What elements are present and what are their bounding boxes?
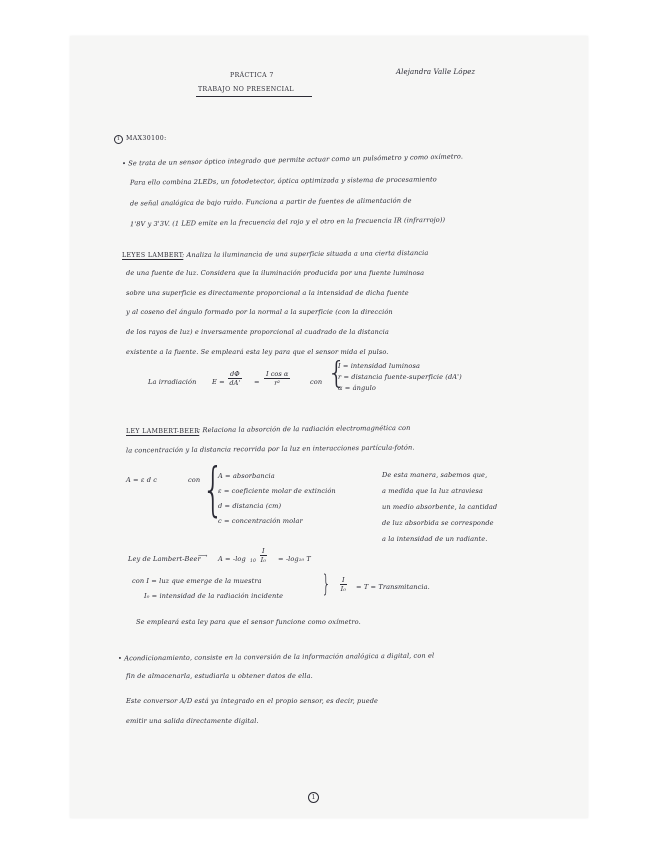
beer-def-1: A = absorbancia bbox=[218, 472, 275, 480]
irradiance-def-2: r = distancia fuente-superficie (dA') bbox=[338, 373, 462, 381]
lambert-line-3: sobre una superficie es directamente proporcional a la intensidad de dicha fuente bbox=[126, 289, 409, 297]
beer-con-i0: I₀ = intensidad de la radiación incidente bbox=[144, 592, 284, 600]
irradiance-label: La irradiación bbox=[148, 378, 197, 386]
transmittance-numerator: I bbox=[342, 576, 345, 584]
beer-side-5: a la intensidad de un radiante. bbox=[382, 535, 488, 543]
transmittance-text: = T = Transmitancia. bbox=[356, 583, 430, 591]
irradiance-brace-icon: { bbox=[327, 356, 347, 391]
beer-fraction-denominator: I₀ bbox=[260, 556, 266, 564]
beer-closing: Se empleará esta ley para que el sensor funcione como oxímetro. bbox=[136, 618, 361, 626]
beer-side-3: un medio absorbente, la cantidad bbox=[382, 503, 498, 511]
acond-line-2: fin de almacenarla, estudiarla u obtener datos de ella. bbox=[126, 672, 313, 680]
irradiance-con: con bbox=[310, 378, 323, 386]
transmittance-denominator: I₀ bbox=[340, 585, 346, 593]
beer-def-2: ε = coeficiente molar de extinción bbox=[218, 487, 336, 495]
page-number: 1 bbox=[308, 792, 319, 803]
author-name: Alejandra Valle López bbox=[396, 68, 476, 76]
sensor-line-3: de señal analógica de bajo ruido. Funciona a partir de fuentes de alimentación de bbox=[129, 196, 412, 208]
sensor-line-4: 1'8V y 3'3V. (1 LED emite en la frecuencia del rojo y el otro en la frecuencia IR (infrarrojo)) bbox=[129, 215, 446, 229]
subtitle-underline bbox=[196, 96, 312, 97]
irradiance-fraction-2 bbox=[264, 370, 290, 387]
beer-side-4: de luz absorbida se corresponde bbox=[382, 519, 494, 527]
lambert-line-2: de una fuente de luz. Considera que la iluminación producida por una fuente luminosa bbox=[126, 269, 425, 277]
fraction-2-denominator: r² bbox=[274, 379, 281, 387]
acond-line-4: emitir una salida directamente digital. bbox=[126, 717, 259, 725]
beer-right-brace-icon: { bbox=[321, 570, 331, 598]
transmittance-fraction bbox=[340, 576, 347, 593]
practice-title: PRÁCTICA 7 bbox=[230, 72, 274, 79]
beer-law-eq-sub: 10 bbox=[250, 559, 256, 564]
sensor-line-1: • Se trata de un sensor óptico integrado que permite actuar como un pulsómetro y como oxímetro. bbox=[121, 152, 464, 168]
lambert-heading: LEYES LAMBERT bbox=[122, 252, 184, 259]
fraction-2-numerator: I cos α bbox=[266, 370, 289, 378]
irradiance-fraction-1 bbox=[228, 370, 242, 387]
lambert-line-1: : Analiza la iluminancia de una superficie situada a una cierta distancia bbox=[181, 248, 429, 260]
sensor-heading: MAX30100: bbox=[126, 135, 167, 142]
fraction-1-numerator: dΦ bbox=[230, 370, 240, 378]
irradiance-equals: = bbox=[254, 378, 260, 386]
notebook-page bbox=[70, 36, 588, 818]
sensor-line-2: Para ello combina 2LEDs, un fotodetector, óptica optimizada y sistema de procesamiento bbox=[129, 175, 437, 187]
practice-subtitle: TRABAJO NO PRESENCIAL bbox=[198, 86, 294, 93]
lambert-line-6: existente a la fuente. Se empleará esta ley para que el sensor mida el pulso. bbox=[126, 348, 389, 356]
lambert-line-5: de los rayos de luz) e inversamente proporcional al cuadrado de la distancia bbox=[126, 328, 389, 336]
beer-line-2: la concentración y la distancia recorrida por la luz en interacciones partícula-fotón. bbox=[125, 443, 415, 455]
irradiance-e: E = bbox=[212, 378, 225, 386]
lambert-line-4: y al coseno del ángulo formado por la normal a la superficie (con la dirección bbox=[126, 308, 393, 316]
beer-con-i: con I = luz que emerge de la muestra bbox=[132, 577, 262, 585]
beer-law-label: Ley de Lambert-Beer bbox=[128, 555, 201, 563]
beer-heading: LEY LAMBERT-BEER bbox=[126, 428, 200, 435]
beer-line-1: : Relaciona la absorción de la radiación electromagnética con bbox=[197, 423, 411, 435]
irradiance-def-3: α = ángulo bbox=[338, 384, 376, 392]
beer-side-2: a medida que la luz atraviesa bbox=[382, 487, 483, 495]
beer-law-eq-b: = -log₁₀ T bbox=[278, 555, 311, 563]
acond-line-3: Este conversor A/D está ya integrado en el propio sensor, es decir, puede bbox=[126, 697, 379, 705]
beer-brace-icon: { bbox=[202, 455, 225, 523]
acond-line-1: • Acondicionamiento, consiste en la conversión de la información analógica a digital, con el bbox=[117, 651, 435, 663]
irradiance-def-1: I = intensidad luminosa bbox=[338, 362, 420, 370]
beer-fraction-numerator: I bbox=[262, 547, 265, 555]
fraction-1-denominator: dA' bbox=[229, 379, 241, 387]
beer-law-arrow-icon: ⟶ bbox=[198, 552, 208, 560]
beer-formula: A = ε d c bbox=[126, 476, 158, 484]
beer-side-1: De esta manera, sabemos que, bbox=[382, 471, 488, 479]
beer-def-4: c = concentración molar bbox=[218, 517, 303, 525]
beer-law-fraction bbox=[260, 547, 267, 564]
numbered-circle-icon: 1 bbox=[114, 135, 123, 144]
beer-def-3: d = distancia (cm) bbox=[218, 502, 282, 510]
beer-con: con bbox=[188, 476, 201, 484]
beer-law-eq-a: A = -log bbox=[218, 555, 246, 563]
